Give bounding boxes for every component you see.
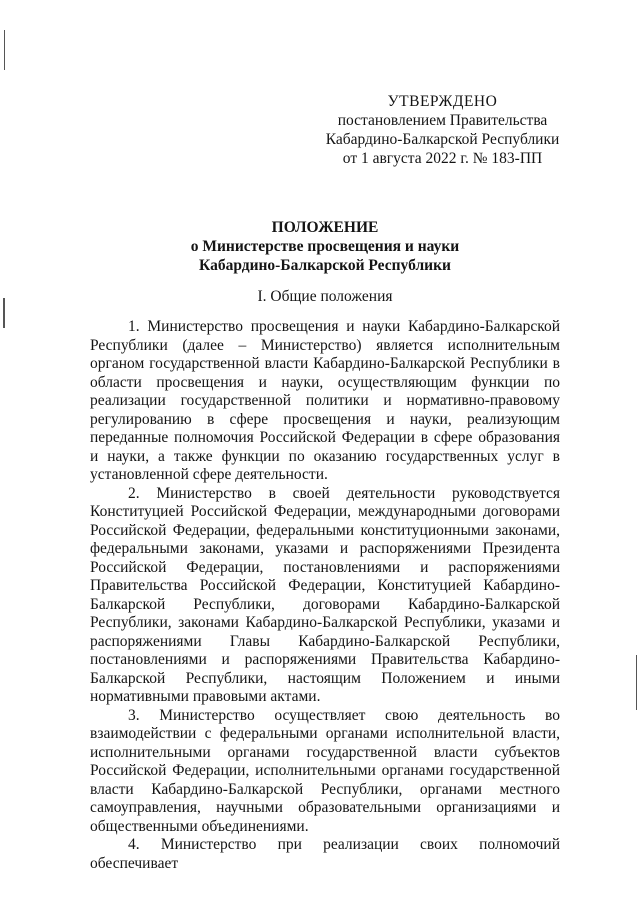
approval-title: УТВЕРЖДЕНО (387, 93, 498, 110)
scan-mark-right (636, 655, 637, 710)
paragraph-3: 3. Министерство осуществляет свою деятельность во взаимодействии с федеральными органами исполнительной власти, исполнительными органами государственной власти субъектов Российской Федерации, исполнительными органами государственной власти Кабардино-Балкарской Республики, органами местного самоуправления, научными образовательными организациями и общественными объединениями. (90, 706, 560, 835)
approval-line-2: Кабардино-Балкарской Республики (325, 131, 560, 148)
document-subtitle-1: о Министерстве просвещения и науки (190, 238, 460, 255)
paragraph-1: 1. Министерство просвещения и науки Кабардино-Балкарской Республики (далее – Министерство) является исполнительным органом государственной власти Кабардино-Балкарской Республики в области просвещения и науки, осуществляющим функции по реализации государственной политики и нормативно-правовому регулированию в сфере просвещения и науки, реализующим переданные полномочия Российской Федерации в сфере образования и науки, а также функции по оказанию государственных услуг в установленной сфере деятельности. (90, 318, 560, 483)
scan-mark-left-mid (3, 298, 5, 328)
document-heading (90, 218, 560, 275)
document-body (90, 318, 560, 873)
document-title: ПОЛОЖЕНИЕ (271, 219, 379, 236)
document-subtitle-2: Кабардино-Балкарской Республики (199, 257, 451, 274)
paragraph-2: 2. Министерство в своей деятельности руководствуется Конституцией Российской Федерации, международными договорами Российской Федерации, федеральными конституционными законами, федеральными законами, указами и распоряжениями Президента Российской Федерации, постановлениями и распоряжениями Правительства Российской Федерации, Конституцией Кабардино-Балкарской Республики, договорами Кабардино-Балкарской Республики, законами Кабардино-Балкарской Республики, указами и распоряжениями Главы Кабардино-Балкарской Республики, постановлениями и распоряжениями Правительства Кабардино-Балкарской Республики, настоящим Положением и иными нормативными правовыми актами. (90, 484, 560, 705)
approval-line-1: постановлением Правительства (337, 112, 548, 129)
approval-block (300, 92, 585, 168)
paragraph-4: 4. Министерство при реализации своих полномочий обеспечивает (90, 836, 560, 872)
approval-line-3: от 1 августа 2022 г. № 183-ПП (342, 150, 543, 167)
scan-mark-left-top (4, 30, 5, 70)
section-title: I. Общие положения (257, 288, 393, 305)
